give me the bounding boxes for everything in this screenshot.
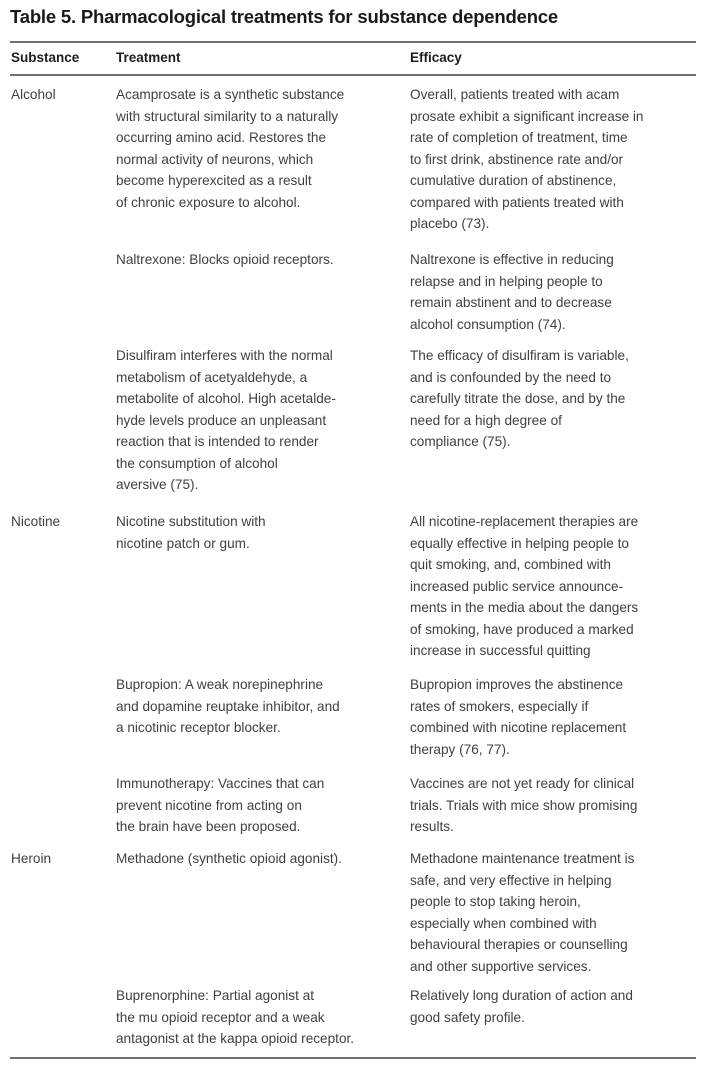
treatment-line: the consumption of alcohol xyxy=(116,455,278,471)
treatment-line: Buprenorphine: Partial agonist at xyxy=(116,988,314,1003)
efficacy-line: The efficacy of disulfiram is variable, xyxy=(410,348,629,363)
efficacy-line: quit smoking, and, combined with xyxy=(410,557,611,572)
cell-efficacy xyxy=(410,249,692,335)
efficacy-line: prosate exhibit a significant increase in xyxy=(410,108,644,124)
treatment-line: metabolism of acetyaldehyde, a xyxy=(116,369,308,385)
treatment-line: Bupropion: A weak norepinephrine xyxy=(116,677,324,692)
treatment-line: Immunotherapy: Vaccines that can xyxy=(116,776,325,791)
header-rule xyxy=(10,74,696,76)
efficacy-line: rate of completion of treatment, time xyxy=(410,130,628,145)
treatment-line: Acamprosate is a synthetic substance xyxy=(116,87,345,102)
treatment-line: become hyperexcited as a result xyxy=(116,173,312,188)
efficacy-line: alcohol consumption (74). xyxy=(410,316,566,332)
treatment-line: antagonist at the kappa opioid receptor. xyxy=(116,1031,355,1046)
treatment-line: with structural similarity to a naturally xyxy=(116,108,339,124)
cell-efficacy xyxy=(410,985,692,1028)
efficacy-line: placebo (73). xyxy=(410,216,490,231)
cell-efficacy xyxy=(410,674,692,760)
efficacy-line: increased public service announce- xyxy=(410,578,624,594)
treatment-line: Disulfiram interferes with the normal xyxy=(116,348,333,363)
table-title: Table 5. Pharmacological treatments for substance dependence xyxy=(10,6,558,27)
cell-efficacy xyxy=(410,345,692,453)
cell-treatment xyxy=(116,985,406,1050)
efficacy-line: safe, and very effective in helping xyxy=(410,872,612,888)
cell-efficacy xyxy=(410,773,692,838)
cell-substance: Nicotine xyxy=(11,514,61,529)
cell-treatment xyxy=(116,84,406,213)
efficacy-line: cumulative duration of abstinence, xyxy=(410,173,617,188)
efficacy-line: rates of smokers, especially if xyxy=(410,698,589,714)
top-rule xyxy=(10,41,696,43)
cell-efficacy xyxy=(410,511,692,662)
efficacy-line: combined with nicotine replacement xyxy=(410,720,627,735)
header-efficacy: Efficacy xyxy=(410,50,462,65)
efficacy-line: carefully titrate the dose, and by the xyxy=(410,391,626,406)
efficacy-line: compared with patients treated with xyxy=(410,194,624,210)
treatment-line: the mu opioid receptor and a weak xyxy=(116,1009,325,1025)
efficacy-line: Relatively long duration of action and xyxy=(410,988,633,1003)
efficacy-line: Bupropion improves the abstinence xyxy=(410,677,624,692)
efficacy-line: results. xyxy=(410,819,454,834)
efficacy-line: All nicotine-replacement therapies are xyxy=(410,514,639,529)
efficacy-line: good safety profile. xyxy=(410,1009,525,1025)
treatment-line: prevent nicotine from acting on xyxy=(116,797,302,813)
efficacy-line: Naltrexone is effective in reducing xyxy=(410,252,614,267)
treatment-line: hyde levels produce an unpleasant xyxy=(116,412,327,428)
efficacy-line: compliance (75). xyxy=(410,434,511,449)
cell-efficacy xyxy=(410,84,692,235)
treatment-line: normal activity of neurons, which xyxy=(116,151,314,167)
efficacy-line: ments in the media about the dangers xyxy=(410,600,639,615)
treatment-line: metabolite of alcohol. High acetalde- xyxy=(116,391,336,406)
efficacy-line: to first drink, abstinence rate and/or xyxy=(410,151,624,167)
efficacy-line: and other supportive services. xyxy=(410,958,592,974)
treatment-line: Naltrexone: Blocks opioid receptors. xyxy=(116,252,334,267)
header-substance: Substance xyxy=(11,50,80,65)
efficacy-line: Overall, patients treated with acam xyxy=(410,87,620,102)
efficacy-line: equally effective in helping people to xyxy=(410,535,629,551)
cell-treatment xyxy=(116,345,406,496)
cell-treatment xyxy=(116,674,406,739)
cell-efficacy xyxy=(410,848,692,977)
efficacy-line: behavioural therapies or counselling xyxy=(410,937,628,952)
efficacy-line: people to stop taking heroin, xyxy=(410,894,581,909)
efficacy-line: therapy (76, 77). xyxy=(410,741,510,757)
cell-substance: Heroin xyxy=(11,851,52,866)
treatment-line: nicotine patch or gum. xyxy=(116,535,250,551)
treatment-line: reaction that is intended to render xyxy=(116,434,319,449)
treatment-line: the brain have been proposed. xyxy=(116,819,301,834)
efficacy-line: remain abstinent and to decrease xyxy=(410,295,612,310)
treatment-line: occurring amino acid. Restores the xyxy=(116,130,327,145)
efficacy-line: increase in successful quitting xyxy=(410,643,591,658)
cell-substance: Alcohol xyxy=(11,87,56,102)
cell-treatment xyxy=(116,249,406,271)
header-treatment: Treatment xyxy=(116,50,181,65)
efficacy-line: and is confounded by the need to xyxy=(410,369,612,385)
efficacy-line: Vaccines are not yet ready for clinical xyxy=(410,776,635,791)
cell-treatment xyxy=(116,848,406,870)
bottom-rule xyxy=(10,1057,696,1059)
treatment-line: aversive (75). xyxy=(116,477,199,492)
efficacy-line: need for a high degree of xyxy=(410,412,562,428)
cell-treatment xyxy=(116,511,406,554)
cell-treatment xyxy=(116,773,406,838)
treatment-line: Nicotine substitution with xyxy=(116,514,266,529)
treatment-line: Methadone (synthetic opioid agonist). xyxy=(116,851,342,866)
efficacy-line: trials. Trials with mice show promising xyxy=(410,797,638,813)
efficacy-line: especially when combined with xyxy=(410,915,597,931)
treatment-line: and dopamine reuptake inhibitor, and xyxy=(116,698,340,714)
efficacy-line: relapse and in helping people to xyxy=(410,273,603,289)
efficacy-line: Methadone maintenance treatment is xyxy=(410,851,635,866)
treatment-line: of chronic exposure to alcohol. xyxy=(116,194,301,210)
treatment-line: a nicotinic receptor blocker. xyxy=(116,720,281,735)
efficacy-line: of smoking, have produced a marked xyxy=(410,621,634,637)
